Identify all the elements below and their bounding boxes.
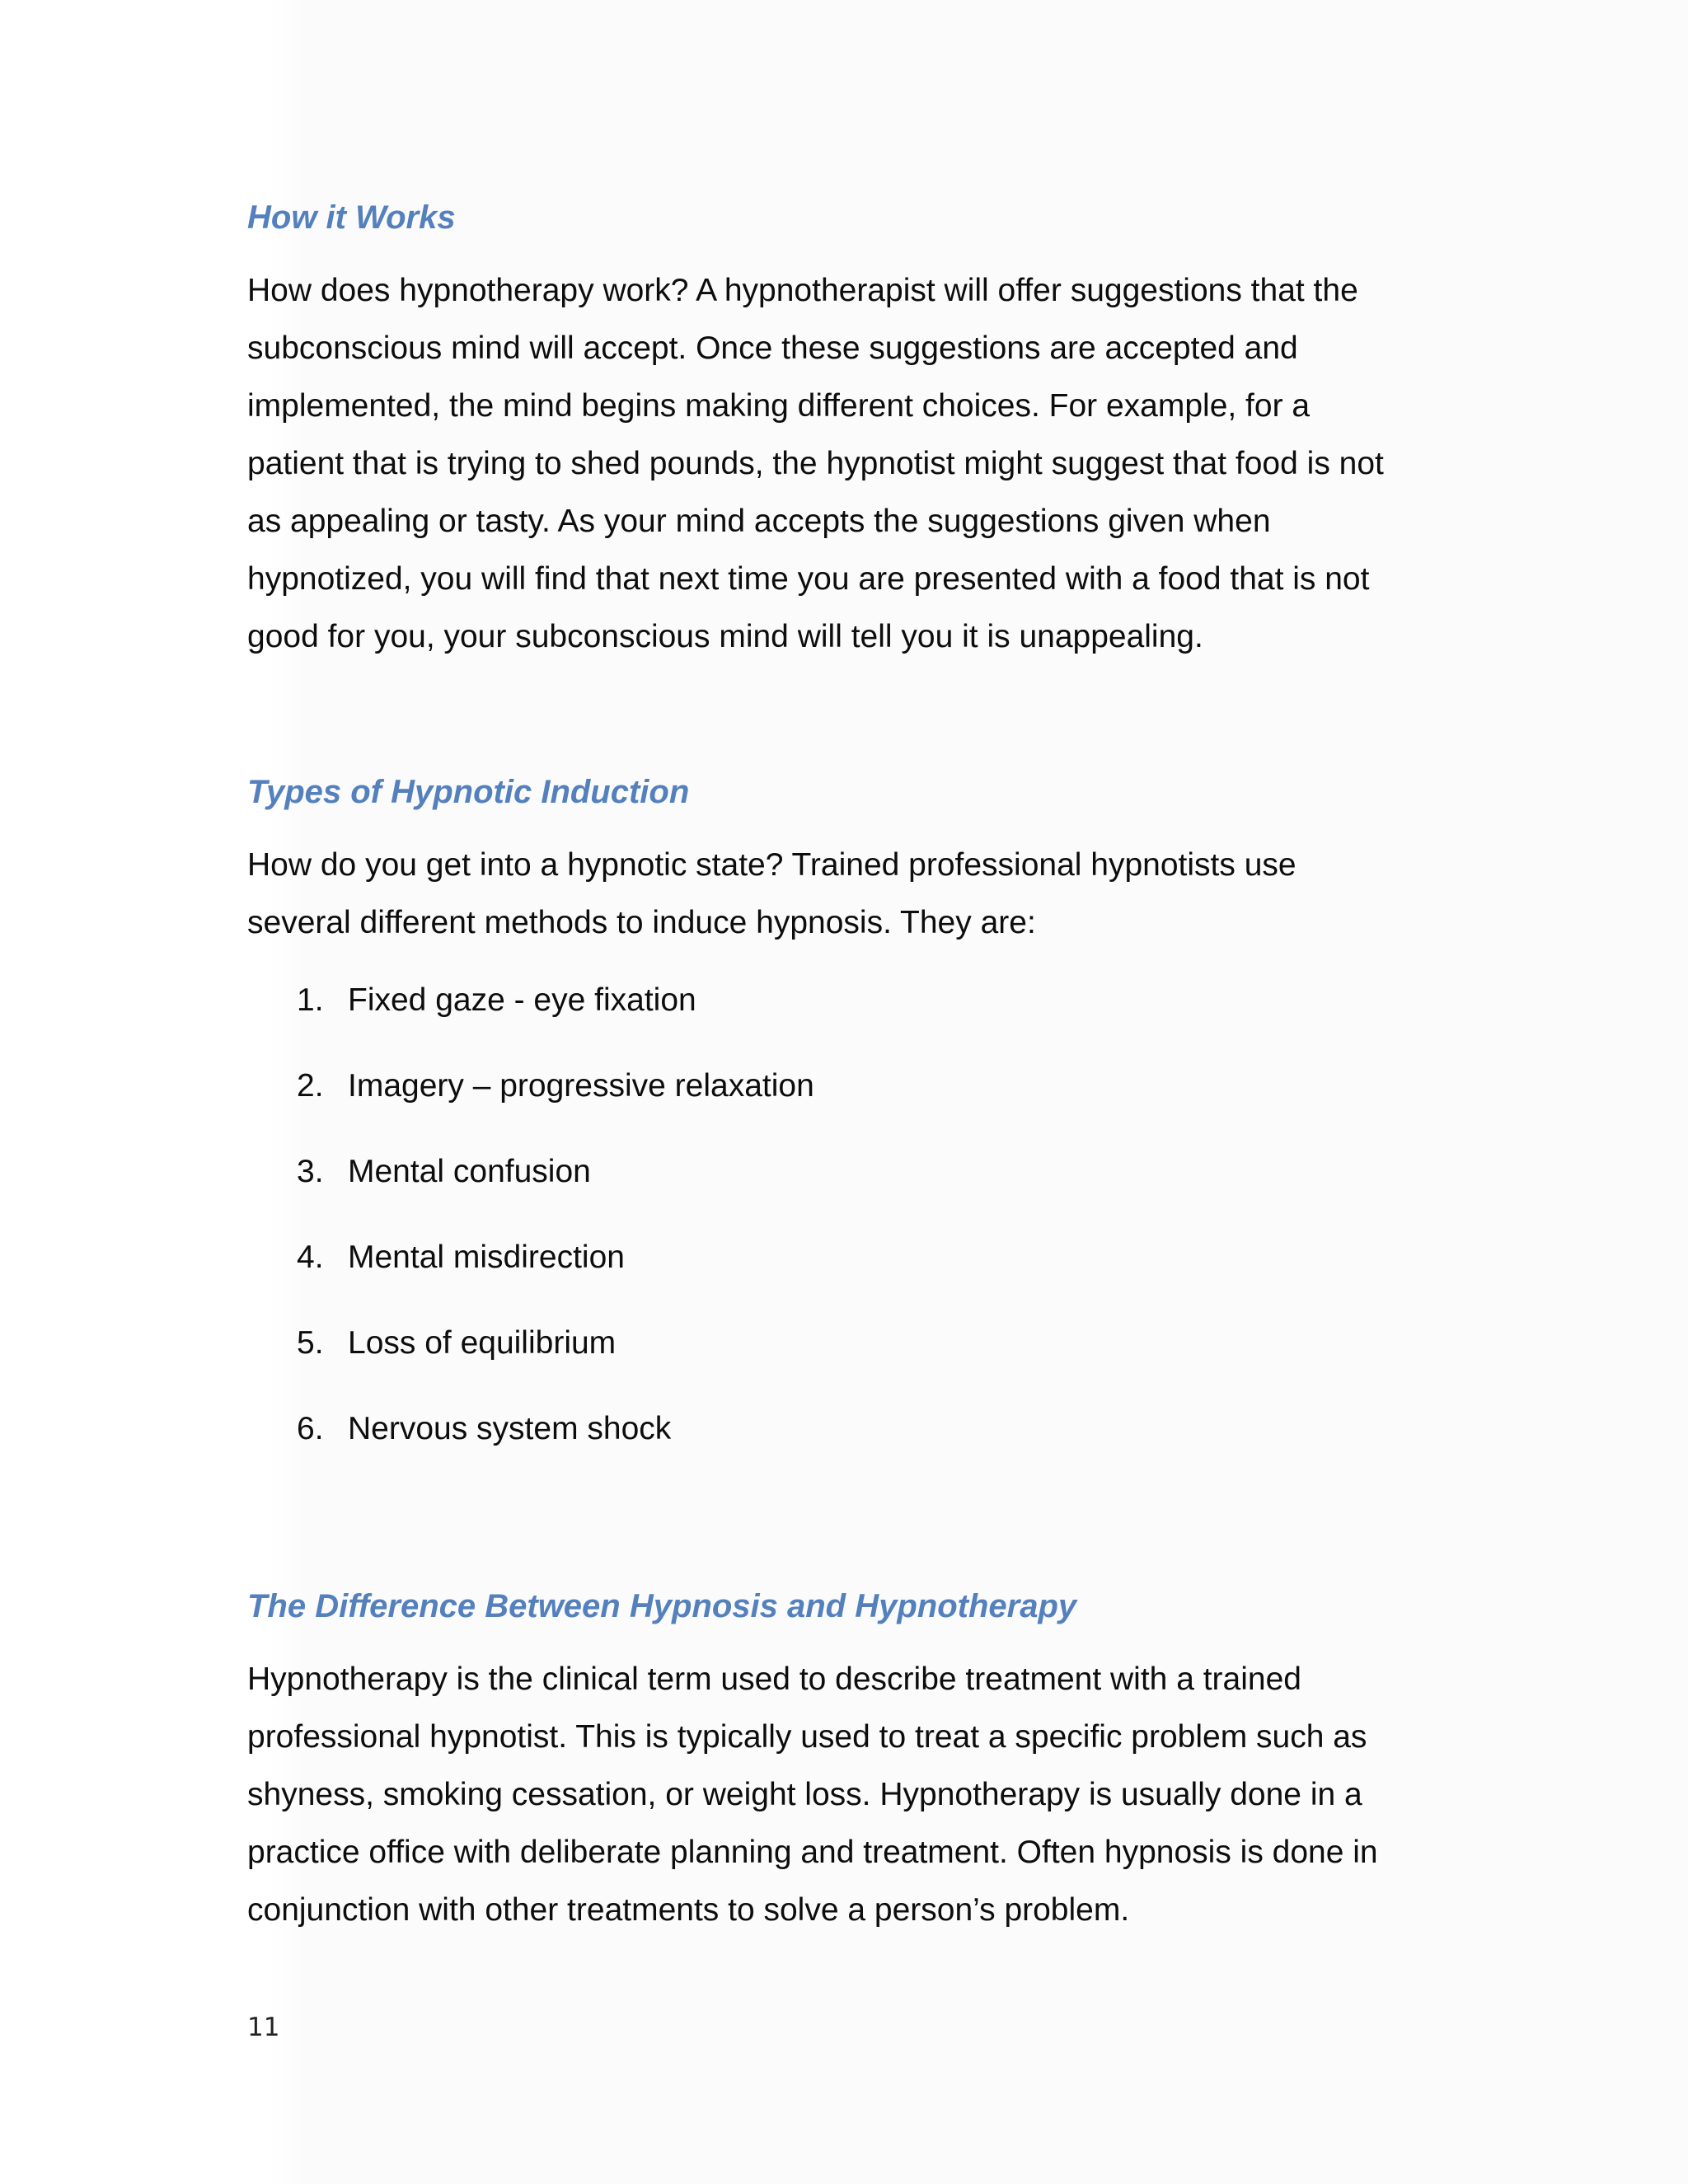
list-item xyxy=(297,1409,814,1495)
list-item-text: Loss of equilibrium xyxy=(348,1325,617,1361)
list-item-text: Nervous system shock xyxy=(348,1411,672,1446)
paragraph-line: as appealing or tasty. As your mind accepts the suggestions given when xyxy=(247,504,1271,539)
list-item xyxy=(297,1238,814,1324)
heading-types-of-hypnotic-induction: Types of Hypnotic Induction xyxy=(247,774,690,810)
list-item-text: Mental misdirection xyxy=(348,1240,625,1275)
paragraph-line: Hypnotherapy is the clinical term used to describe treatment with a trained xyxy=(247,1661,1301,1697)
paragraph-line: several different methods to induce hypnosis. They are: xyxy=(247,905,1036,940)
list-item-text: Imagery – progressive relaxation xyxy=(348,1068,814,1104)
paragraph-difference-hypnosis-hypnotherapy xyxy=(247,1651,1434,1939)
paragraph-line: hypnotized, you will find that next time you are presented with a food that is not xyxy=(247,561,1370,597)
list-item-number: 6. xyxy=(297,1411,324,1446)
heading-difference-hypnosis-hypnotherapy: The Difference Between Hypnosis and Hypnotherapy xyxy=(247,1588,1077,1624)
paragraph-line: conjunction with other treatments to solve a person’s problem. xyxy=(247,1892,1130,1928)
list-item-text: Fixed gaze - eye fixation xyxy=(348,982,696,1018)
paragraph-line: How do you get into a hypnotic state? Trained professional hypnotists use xyxy=(247,847,1296,883)
list-item-number: 4. xyxy=(297,1240,324,1275)
paragraph-line: professional hypnotist. This is typically used to treat a specific problem such as xyxy=(247,1719,1367,1755)
heading-how-it-works: How it Works xyxy=(247,199,456,236)
list-item-number: 2. xyxy=(297,1068,324,1104)
list-item xyxy=(297,981,814,1066)
page-number: 11 xyxy=(247,2013,280,2042)
list-item xyxy=(297,1152,814,1238)
list-item-number: 3. xyxy=(297,1154,324,1189)
paragraph-line: shyness, smoking cessation, or weight loss. Hypnotherapy is usually done in a xyxy=(247,1777,1362,1812)
paragraph-line: subconscious mind will accept. Once these suggestions are accepted and xyxy=(247,330,1298,366)
list-item-number: 5. xyxy=(297,1325,324,1361)
paragraph-how-it-works xyxy=(247,262,1434,666)
paragraph-line: How does hypnotherapy work? A hypnotherapist will offer suggestions that the xyxy=(247,273,1358,308)
list-item xyxy=(297,1324,814,1409)
paragraph-line: good for you, your subconscious mind will tell you it is unappealing. xyxy=(247,619,1203,654)
paragraph-line: practice office with deliberate planning and treatment. Often hypnosis is done in xyxy=(247,1835,1378,1870)
paragraph-line: implemented, the mind begins making different choices. For example, for a xyxy=(247,388,1311,424)
induction-methods-list xyxy=(297,981,814,1495)
list-item xyxy=(297,1066,814,1152)
list-item-number: 1. xyxy=(297,982,324,1018)
paragraph-line: patient that is trying to shed pounds, the hypnotist might suggest that food is not xyxy=(247,446,1384,481)
paragraph-types-of-hypnotic-induction xyxy=(247,837,1434,952)
list-item-text: Mental confusion xyxy=(348,1154,591,1189)
